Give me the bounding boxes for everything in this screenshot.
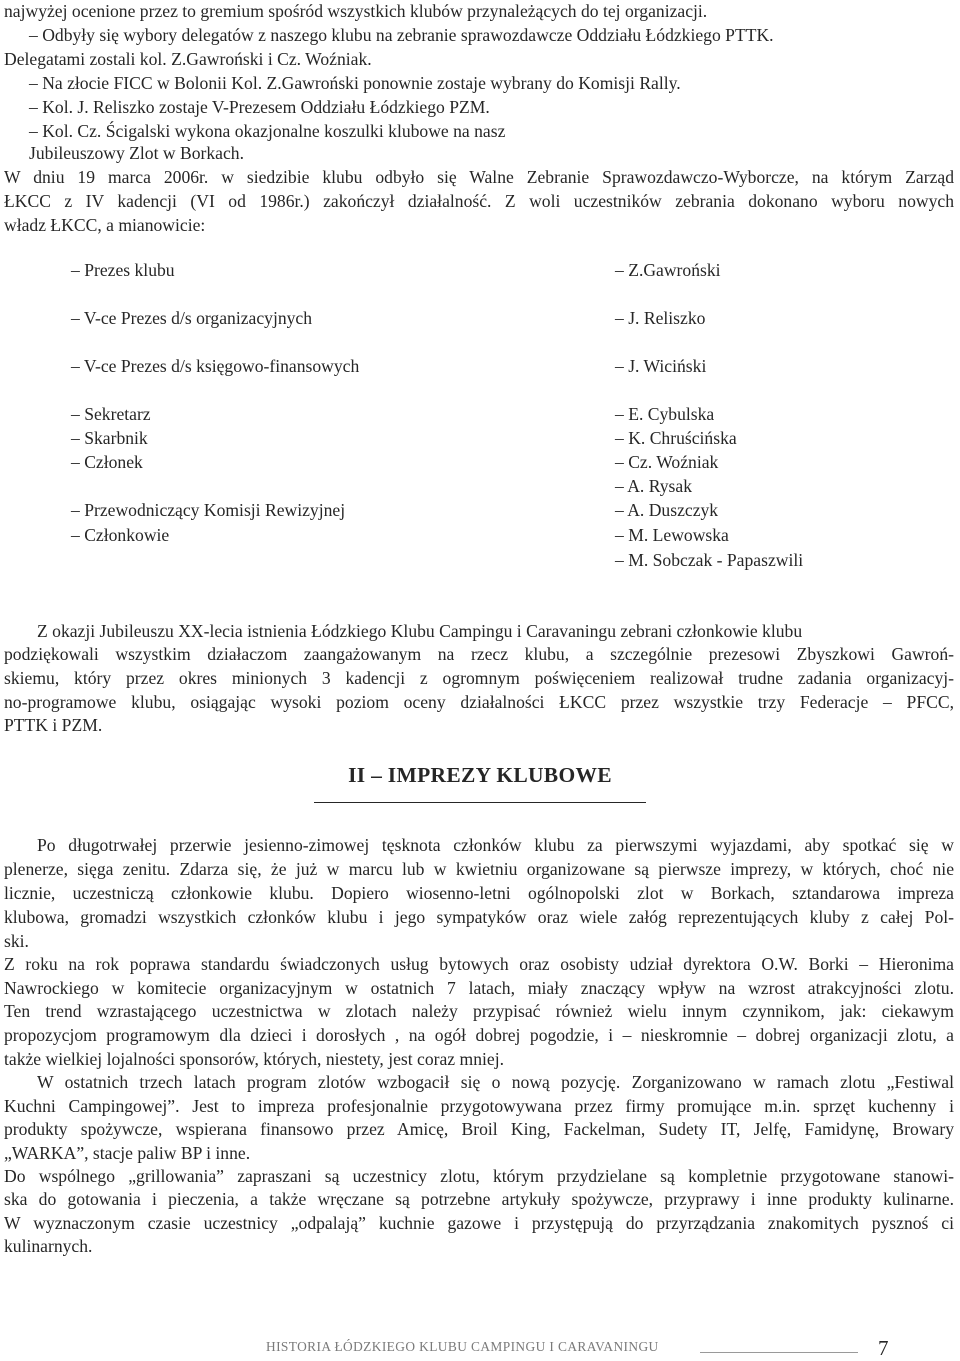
officer-role: – Skarbnik bbox=[71, 428, 148, 448]
officer-name: – Z.Gawroński bbox=[615, 260, 721, 280]
text-line: ski. bbox=[4, 931, 29, 951]
text-line: no-programowe klubu, osiągając wysoki poziom oceny działalności ŁKCC przez wszystkie trzy Federacje – PFCC, bbox=[4, 692, 954, 712]
text-line: Jubileuszowy Zlot w Borkach. bbox=[29, 143, 244, 163]
text-line: W ostatnich trzech latach program zlotów wzbogacił się o nową pozycję. Zorganizowano w ramach zlotu „Festiwal bbox=[37, 1072, 954, 1092]
text-line: produkty spożywcze, wspierana finansowo przez Amicę, Broil King, Fackelman, Sudety IT, Jelfę, Famidynę, Browary bbox=[4, 1119, 954, 1139]
text-line: Delegatami zostali kol. Z.Gawroński i Cz. Woźniak. bbox=[4, 49, 372, 69]
officer-role: – Członek bbox=[71, 452, 143, 472]
text-line: Z roku na rok poprawa standardu świadczonych usług bytowych oraz osobisty udział dyrektora O.W. Borki – Hieronima bbox=[4, 954, 954, 974]
officer-name: – A. Rysak bbox=[615, 476, 693, 496]
officer-name: – E. Cybulska bbox=[615, 404, 715, 424]
officer-name: – J. Wiciński bbox=[615, 356, 707, 376]
text-line: licznie, uczestniczą członkowie klubu. Dopiero wiosenno-letni ogólnopolski zlot w Borkach, sztandarowa impreza bbox=[4, 883, 954, 903]
text-line: Nawrockiego w komitecie organizacyjnym w ostatnich 7 latach, miały znaczący wpływ na wzrost atrakcyjności zlotu. bbox=[4, 978, 954, 998]
text-line: także wielkiej lojalności sponsorów, których, niestety, jest coraz mniej. bbox=[4, 1049, 504, 1069]
text-line: – Odbyły się wybory delegatów z naszego klubu na zebranie sprawozdawcze Oddziału Łódzkiego PTTK. bbox=[29, 25, 774, 45]
text-line: – Kol. Cz. Ścigalski wykona okazjonalne koszulki klubowe na nasz bbox=[29, 121, 506, 141]
text-line: „WARKA”, stacje paliw BP i inne. bbox=[4, 1143, 251, 1163]
officer-name: – K. Chruścińska bbox=[615, 428, 737, 448]
text-line: – Kol. J. Reliszko zostaje V-Prezesem Oddziału Łódzkiego PZM. bbox=[29, 97, 490, 117]
text-line: W wyznaczonym czasie uczestnicy „odpalają” kuchnie gazowe i przystępują do przyrządzania znakomitych pysznoś ci bbox=[4, 1213, 954, 1233]
text-line: plenerze, sięga zenitu. Zdarza się, że już w marcu lub w kwietniu organizowane są pierwsze imprezy, w których, choć nie bbox=[4, 859, 954, 879]
text-line: kulinarnych. bbox=[4, 1236, 93, 1256]
text-line: Ten trend wzrastającego uczestnictwa w zlotach należy przypisać również wielu innym czynnikom, jak: ciekawym bbox=[4, 1001, 954, 1021]
text-line: – Na złocie FICC w Bolonii Kol. Z.Gawroński ponownie zostaje wybrany do Komisji Rally. bbox=[29, 73, 681, 93]
text-line: Z okazji Jubileuszu XX-lecia istnienia Łódzkiego Klubu Campingu i Caravaningu zebrani członkowie klubu bbox=[37, 621, 803, 641]
text-line: władz ŁKCC, a mianowicie: bbox=[4, 215, 206, 235]
officer-name: – A. Duszczyk bbox=[615, 500, 719, 520]
section-title: II – IMPREZY KLUBOWE bbox=[348, 763, 612, 787]
text-line: skiemu, który przez okres minionych 3 kadencji z ogromnym poświęceniem realizował trudne zadania organizacyj- bbox=[4, 668, 954, 688]
officer-name: – J. Reliszko bbox=[615, 308, 706, 328]
text-line: najwyżej ocenione przez to gremium spośród wszystkich klubów przynależących do tej organizacji. bbox=[4, 1, 708, 21]
officer-name: – M. Sobczak - Papaszwili bbox=[615, 550, 804, 570]
text-line: PTTK i PZM. bbox=[4, 715, 103, 735]
officer-name: – M. Lewowska bbox=[615, 525, 729, 545]
title-underline bbox=[314, 802, 646, 803]
text-line: ŁKCC z IV kadencji (VI od 1986r.) zakończył działalność. Z woli uczestników zebrania dokonano wyboru nowych bbox=[4, 191, 954, 211]
text-line: ska do gotowania i pieczenia, a także wręczane są potrzebne artykuły spożywcze, przyprawy i inne produkty kulinarne. bbox=[4, 1189, 954, 1209]
text-line: podziękowali wszystkim działaczom zaangażowanym na rzecz klubu, a szczególnie prezesowi Zbyszkowi Gawroń- bbox=[4, 644, 954, 664]
officer-role: – Przewodniczący Komisji Rewizyjnej bbox=[71, 500, 346, 520]
officer-role: – V-ce Prezes d/s księgowo-finansowych bbox=[71, 356, 360, 376]
text-line: Kuchni Campingowej”. Jest to impreza profesjonalnie przygotowywana przez firmy promujące m.in. sprzęt kuchenny i bbox=[4, 1096, 954, 1116]
footer-title: HISTORIA ŁÓDZKIEGO KLUBU CAMPINGU I CARAVANINGU bbox=[266, 1339, 659, 1354]
officer-name: – Cz. Woźniak bbox=[615, 452, 719, 472]
text-line: Po długotrwałej przerwie jesienno-zimowej tęsknota członków klubu za pierwszymi wyjazdami, aby spotkać się w bbox=[37, 835, 954, 855]
text-line: klubowa, gromadzi wszystkich członków klubu i jego sympatyków oraz wiele załóg reprezentujących kluby z całej Pol- bbox=[4, 907, 954, 927]
officer-role: – Sekretarz bbox=[71, 404, 151, 424]
page-number: 7 bbox=[878, 1336, 889, 1360]
text-line: propozycjom programowym dla dzieci i dorosłych , na ogół dobrej pogodzie, i – nieskromnie – dobrej organizacji zlotu, a bbox=[4, 1025, 954, 1045]
text-line: Do wspólnego „grillowania” zapraszani są uczestnicy zlotu, którym przydzielane są kompletnie przygotowane stanowi- bbox=[4, 1166, 954, 1186]
footer-rule bbox=[700, 1352, 858, 1353]
officer-role: – V-ce Prezes d/s organizacyjnych bbox=[71, 308, 313, 328]
text-line: W dniu 19 marca 2006r. w siedzibie klubu odbyło się Walne Zebranie Sprawozdawczo-Wyborcze, na którym Zarząd bbox=[4, 167, 954, 187]
officer-role: – Prezes klubu bbox=[71, 260, 175, 280]
officer-role: – Członkowie bbox=[71, 525, 170, 545]
